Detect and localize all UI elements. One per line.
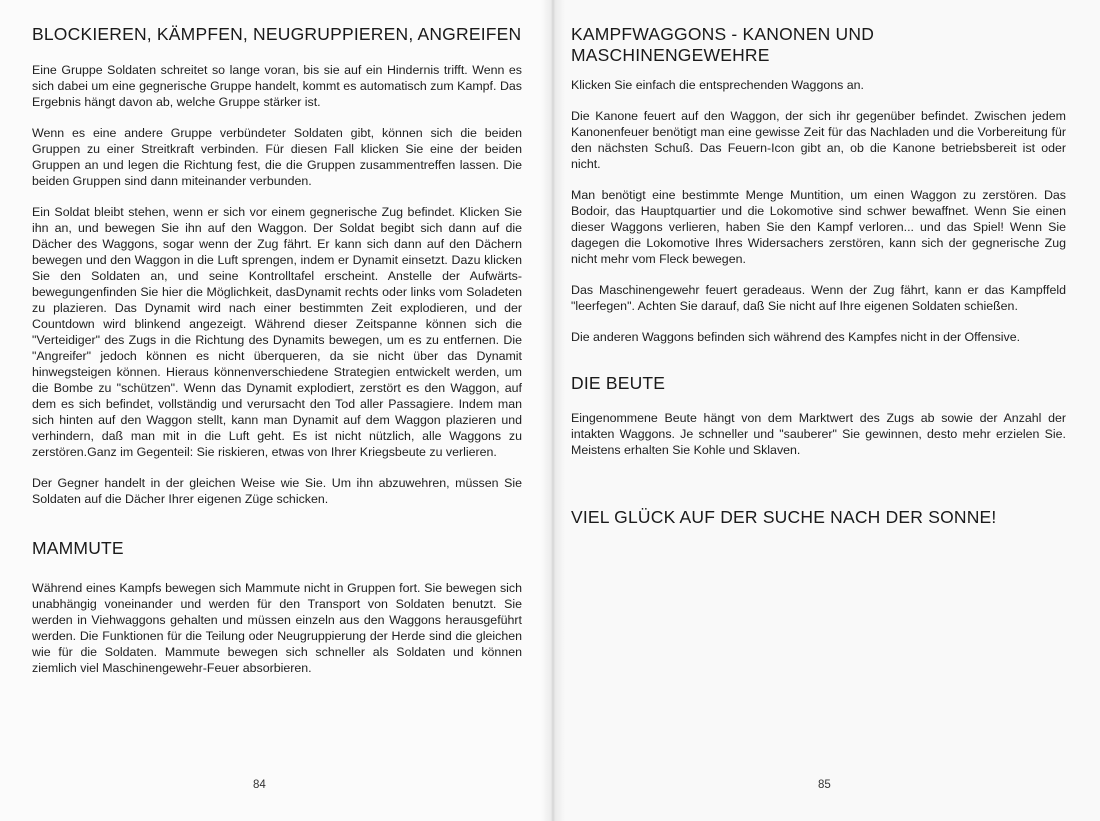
- section-title-mammute: MAMMUTE: [32, 538, 124, 558]
- paragraph-r3: Man benötigt eine bestimmte Menge Muntition, um einen Waggon zu zerstören. Das Bodoir, das Hauptquartier und die Lokomotive sind schwer bewaffnet. Wenn Sie einen dieser Waggons verlieren, haben Sie den Kampf verloren... und das Spiel! Wenn Sie dagegen die Lokomotive Ihres Widersachers zerstören, kann sich der gegnerische Zug nicht mehr vom Fleck bewegen.: [571, 188, 1066, 266]
- closing-line: VIEL GLÜCK AUF DER SUCHE NACH DER SONNE!: [571, 507, 997, 527]
- paragraph-r1: Klicken Sie einfach die entsprechenden Waggons an.: [571, 78, 864, 92]
- page-number-left: 84: [253, 779, 266, 791]
- paragraph-beute: Eingenommene Beute hängt von dem Marktwert des Zugs ab sowie der Anzahl der intakten Waggons. Je schneller und "sauberer" Sie gewinnen, desto mehr erzielen Sie. Meistens erhalten Sie Kohle und Sklaven.: [571, 411, 1066, 457]
- page-number-right: 85: [818, 779, 831, 791]
- title-line-1: KAMPFWAGGONS - KANONEN UND: [571, 24, 875, 44]
- paragraph-r4: Das Maschinengewehr feuert geradeaus. Wenn der Zug fährt, kann er das Kampffeld "leerfegen". Achten Sie darauf, daß Sie nicht auf Ihre eigenen Soldaten schießen.: [571, 283, 1066, 313]
- paragraph-r2: Die Kanone feuert auf den Waggon, der sich ihr gegenüber befindet. Zwischen jedem Kanonenfeuer benötigt man eine gewisse Zeit für das Nachladen und die Vorbereitung für den nächsten Schuß. Das Feuern-Icon gibt an, ob die Kanone betriebsbereit ist oder nicht.: [571, 109, 1066, 171]
- paragraph-2: Wenn es eine andere Gruppe verbündeter Soldaten gibt, können sich die beiden Gruppen zu einer Streitkraft verbinden. Für diesen Fall klicken Sie eine der beiden Gruppen an und legen die Richtung fest, die die Gruppen zusammentreffen lassen. Die beiden Gruppen sind dann miteinander verbunden.: [32, 126, 522, 188]
- paragraph-r5: Die anderen Waggons befinden sich während des Kampfes nicht in der Offensive.: [571, 330, 1021, 344]
- right-page: [552, 0, 1100, 821]
- section-title-beute: DIE BEUTE: [571, 373, 666, 393]
- section-title-kampfwaggons: [571, 24, 1066, 66]
- paragraph-4: Der Gegner handelt in der gleichen Weise wie Sie. Um ihn abzuwehren, müssen Sie Soldaten auf die Dächer Ihrer eigenen Züge schicken.: [32, 476, 522, 506]
- title-line-2: MASCHINENGEWEHRE: [571, 45, 770, 65]
- section-title-blockieren: BLOCKIEREN, KÄMPFEN, NEUGRUPPIEREN, ANGREIFEN: [32, 24, 522, 44]
- paragraph-3: Ein Soldat bleibt stehen, wenn er sich vor einem gegnerische Zug befindet. Klicken Sie ihn an, und bewegen Sie ihn auf den Waggon. Der Soldat begibt sich dann auf die Dächer des Waggons, sogar wenn der Zug fährt. Er kann sich dann auf den Dächern bewegen und den Waggon in die Luft sprengen, indem er Dynamit einsetzt. Dazu klicken Sie den Soldaten an, und seine Kontrolltafel erscheint. Anstelle der Aufwärts-bewegungenfinden Sie hier die Möglichkeit, dasDynamit rechts oder links vom Soladeten zu plazieren. Das Dynamit wird nach einer bestimmten Zeit explodieren, und der Countdown wird blinkend angezeigt. Während dieser Zeitspanne können sich die "Verteidiger" des Zugs in die Richtung des Dynamits bewegen, um es zu entfernen. Die "Angreifer" jedoch können es nicht überqueren, da sie nicht über das Dynamit hinwegsteigen können. Hieraus könnenverschiedene Strategien entwickelt werden, um die Bombe zu "schützen". Wenn das Dynamit explodiert, zerstört es den Waggon, auf dem es sich befindet, vollständig und verursacht den Tod aller Passagiere. Indem man sich hinten auf den Waggon stellt, kann man Dynamit auf dem Waggon plazieren und verhindern, daß man mit in die Luft geht. Es ist nicht nützlich, alle Waggons zu zerstören.Ganz im Gegenteil: Sie riskieren, etwas von Ihrer Kriegsbeute zu verlieren.: [32, 205, 522, 459]
- paragraph-1: Eine Gruppe Soldaten schreitet so lange voran, bis sie auf ein Hindernis trifft. Wenn es sich dabei um eine gegnerische Gruppe handelt, kommt es automatisch zum Kampf. Das Ergebnis hängt davon ab, welche Gruppe stärker ist.: [32, 63, 522, 109]
- paragraph-mammute: Während eines Kampfs bewegen sich Mammute nicht in Gruppen fort. Sie bewegen sich unabhängig voneinander und werden für den Transport von Soldaten benutzt. Sie werden in Viehwaggons gehalten und müssen einzeln aus den Waggons herausgeführt werden. Die Funktionen für die Teilung oder Neugruppierung der Herde sind die gleichen wie für die Soldaten. Mammute bewegen sich schneller als Soldaten und können ziemlich viel Maschinengewehr-Feuer absorbieren.: [32, 581, 522, 675]
